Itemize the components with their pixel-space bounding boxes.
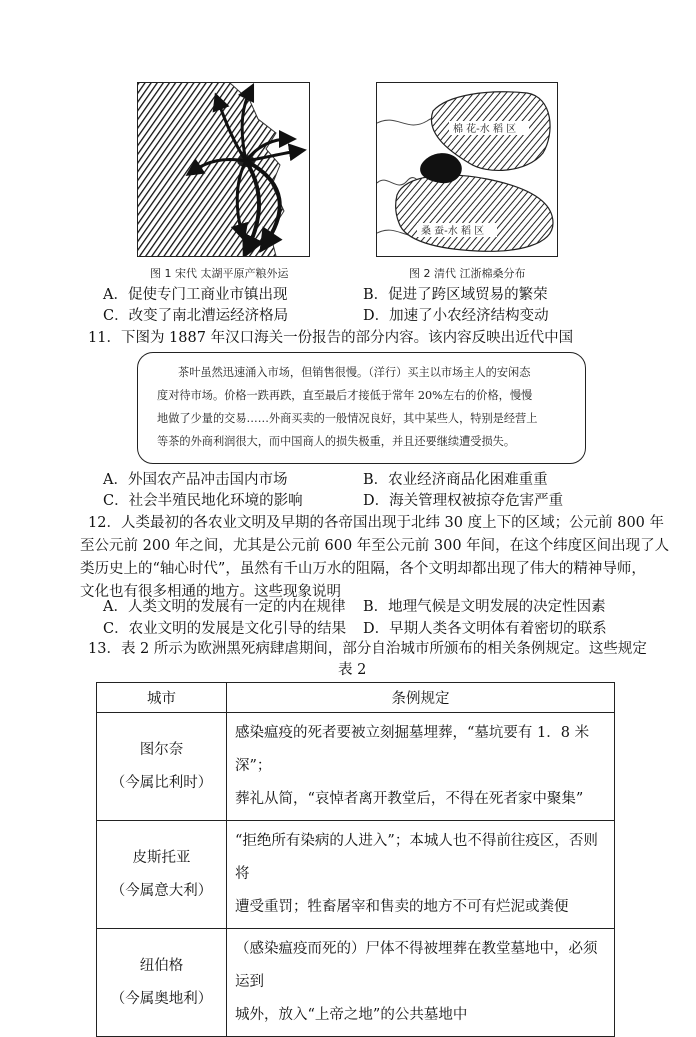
city-country: （今属比利时） (110, 774, 213, 791)
rule-line: 葬礼从简，“哀悼者离开教堂后，不得在死者家中聚集” (235, 791, 584, 807)
q12-stem-line-3: 类历史上的“轴心时代”，虽然有千山万水的阻隔，各个文明却都出现了伟大的精神导师， (80, 561, 646, 577)
q11-quote-line-2: 度对待市场。价格一跌再跌，直至最后才接低于常年 20%左右的价格，慢慢 (157, 389, 533, 402)
table-2 (96, 682, 615, 1037)
table-header-city: 城市 (97, 683, 227, 713)
q12-option-c: C．农业文明的发展是文化引导的结果 (103, 621, 347, 637)
q12-stem-line-4: 文化也有很多相通的地方。这些现象说明 (80, 584, 341, 600)
figure-2-map-image (377, 83, 557, 256)
q11-option-a: A．外国农产品冲击国内市场 (103, 472, 288, 488)
city-country: （今属奥地利） (110, 990, 213, 1007)
q12-stem-line-1: 12．人类最初的各农业文明及早期的各帝国出现于北纬 30 度上下的区域；公元前 800 年 (88, 515, 665, 531)
city-cell (97, 713, 227, 821)
q11-option-d: D．海关管理权被掠夺危害严重 (363, 493, 564, 509)
rule-line: “拒绝所有染病的人进入”；本城人也不得前往疫区，否则将 (235, 833, 598, 882)
city-cell (97, 821, 227, 929)
silk-region-label: 桑 蚕-水 稻 区 (421, 226, 485, 237)
q11-stem: 11．下图为 1887 年汉口海关一份报告的部分内容。该内容反映出近代中国 (88, 330, 574, 346)
rule-cell (227, 821, 615, 929)
table-header-row (97, 683, 615, 713)
q11-option-b: B．农业经济商品化困难重重 (363, 472, 548, 488)
city-name: 图尔奈 (139, 741, 184, 758)
q11-quote-box (137, 352, 586, 464)
q10-option-c: C．改变了南北漕运经济格局 (103, 308, 289, 324)
figure-1-map-image (138, 83, 309, 256)
rule-line: 城外，放入“上帝之地”的公共墓地中 (235, 1007, 468, 1023)
table-header-rule: 条例规定 (227, 683, 615, 713)
rule-cell (227, 713, 615, 821)
q12-stem-line-2: 至公元前 200 年之间，尤其是公元前 600 年至公元前 300 年间，在这个纬度区间出现了人 (80, 538, 670, 554)
q10-option-d: D．加速了小农经济结构变动 (363, 308, 549, 324)
q11-quote-line-4: 等茶的外商利润很大，而中国商人的损失极重，并且还要继续遭受损失。 (157, 435, 516, 448)
q11-quote-line-3: 地做了少量的交易……外商买卖的一般情况良好，其中某些人，特别是经营上 (157, 412, 538, 425)
q12-option-a: A．人类文明的发展有一定的内在规律 (103, 599, 346, 615)
table-2-title: 表 2 (338, 662, 367, 678)
figure-1-map (137, 82, 310, 257)
q10-option-a: A．促使专门工商业市镇出现 (103, 287, 288, 303)
city-name: 皮斯托亚 (132, 849, 191, 866)
q12-option-d: D．早期人类各文明体有着密切的联系 (363, 621, 607, 637)
cotton-region-label: 棉 花-水 稻 区 (453, 124, 517, 135)
rule-line: 感染瘟疫的死者要被立刻掘墓埋葬，“墓坑要有 1．8 米深”； (235, 725, 590, 774)
city-name: 纽伯格 (139, 957, 184, 974)
figure-2-map (376, 82, 558, 257)
figure-2-caption: 图 2 清代 江浙棉桑分布 (409, 267, 526, 280)
city-country: （今属意大利） (110, 882, 213, 899)
rule-line: （感染瘟疫而死的）尸体不得被埋葬在教堂墓地中，必须运到 (235, 941, 598, 990)
rule-line: 遭受重罚；牲畜屠宰和售卖的地方不可有烂泥或粪便 (235, 899, 569, 915)
q10-option-b: B．促进了跨区域贸易的繁荣 (363, 287, 548, 303)
q11-quote-line-1: 茶叶虽然迅速涌入市场，但销售很慢。（洋行）买主以市场主人的安闲态 (178, 366, 531, 379)
figure-1-caption: 图 1 宋代 太湖平原产粮外运 (150, 267, 289, 280)
q13-stem: 13．表 2 所示为欧洲黑死病肆虐期间，部分自治城市所颁布的相关条例规定。这些规定 (88, 641, 647, 657)
table-row (97, 821, 615, 929)
q11-option-c: C．社会半殖民地化环境的影响 (103, 493, 303, 509)
table-row (97, 713, 615, 821)
q12-option-b: B．地理气候是文明发展的决定性因素 (363, 599, 606, 615)
